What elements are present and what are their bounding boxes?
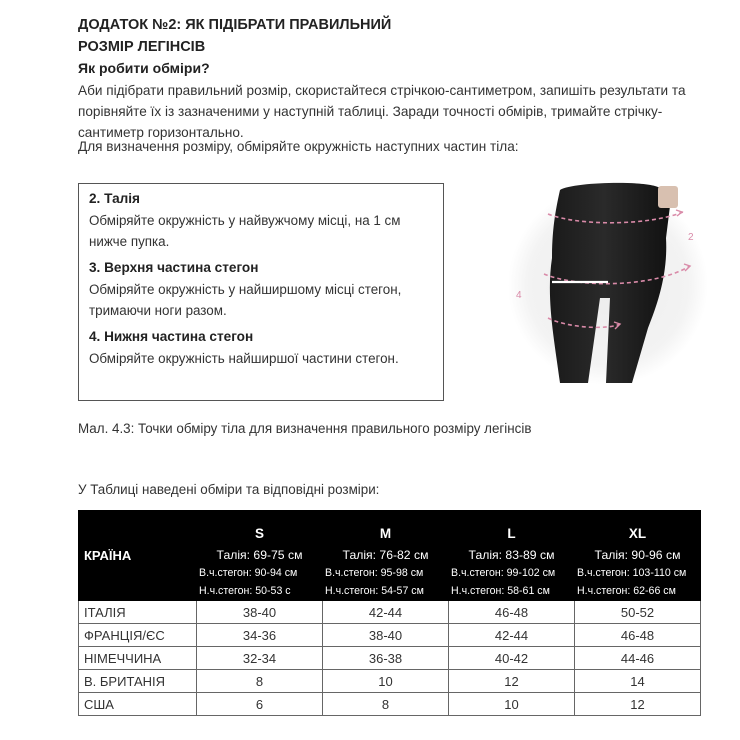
- hand-shape: [658, 186, 678, 208]
- size-header-xl: [575, 511, 701, 601]
- size-label: M: [379, 526, 392, 541]
- country-cell: НІМЕЧЧИНА: [79, 647, 197, 670]
- lower-hips-text: Обміряйте окружність найширшої частини стегон.: [89, 351, 399, 366]
- lower-hips-range: Н.ч.стегон: 50-53 с: [199, 585, 291, 597]
- instructions-paragraph: [78, 80, 740, 143]
- size-cell: 46-48: [575, 624, 701, 647]
- country-cell: ІТАЛІЯ: [79, 601, 197, 624]
- size-cell: 50-52: [575, 601, 701, 624]
- size-label: XL: [628, 526, 647, 541]
- waist-text: Обміряйте окружність у найвужчому місці, на 1 см нижче пупка.: [89, 213, 401, 249]
- size-cell: 12: [575, 693, 701, 716]
- country-header: КРАЇНА: [79, 511, 197, 601]
- measurement-box: [78, 183, 444, 401]
- howto-heading: Як робити обміри?: [78, 60, 210, 76]
- size-cell: 42-44: [323, 601, 449, 624]
- waist-range: Талія: 76-82 см: [342, 548, 429, 562]
- lower-hips-range: Н.ч.стегон: 58-61 см: [451, 585, 550, 597]
- size-cell: 6: [197, 693, 323, 716]
- size-cell: 8: [323, 693, 449, 716]
- lower-hips-block: [89, 329, 399, 369]
- table-row: [79, 624, 701, 647]
- size-cell: 46-48: [449, 601, 575, 624]
- document-title: ДОДАТОК №2: ЯК ПІДІБРАТИ ПРАВИЛЬНИЙ РОЗМІР ЛЕГІНСІВ: [78, 17, 392, 55]
- upper-hips-range: В.ч.стегон: 95-98 см: [325, 567, 424, 579]
- measure-intro: Для визначення розміру, обміряйте окружність наступних частин тіла:: [78, 139, 519, 154]
- size-table: [78, 510, 701, 716]
- waist-range: Талія: 69-75 см: [216, 548, 303, 562]
- size-cell: 38-40: [323, 624, 449, 647]
- waist-heading: 2. Талія: [89, 191, 140, 206]
- upper-hips-range: В.ч.стегон: 103-110 см: [577, 567, 687, 579]
- country-cell: В. БРИТАНІЯ: [79, 670, 197, 693]
- size-header-s: [197, 511, 323, 601]
- size-cell: 42-44: [449, 624, 575, 647]
- table-row: [79, 670, 701, 693]
- upper-hips-range: В.ч.стегон: 90-94 см: [199, 567, 298, 579]
- label-4: 4: [516, 290, 522, 301]
- upper-hips-heading: 3. Верхня частина стегон: [89, 260, 259, 275]
- lower-hips-heading: 4. Нижня частина стегон: [89, 329, 254, 344]
- size-cell: 44-46: [575, 647, 701, 670]
- paragraph-line: Аби підібрати правильний розмір, скористайтеся стрічкою-сантиметром, запишіть результати та: [78, 83, 686, 98]
- table-row: [79, 601, 701, 624]
- leggings-measurement-illustration: [508, 178, 708, 388]
- country-cell: США: [79, 693, 197, 716]
- size-label: L: [507, 526, 516, 541]
- size-header-m: [323, 511, 449, 601]
- lower-hips-range: Н.ч.стегон: 54-57 см: [325, 585, 424, 597]
- waist-range: Талія: 83-89 см: [468, 548, 555, 562]
- waist-block: [89, 191, 400, 252]
- size-cell: 8: [197, 670, 323, 693]
- country-cell: ФРАНЦІЯ/ЄС: [79, 624, 197, 647]
- size-cell: 40-42: [449, 647, 575, 670]
- size-cell: 12: [449, 670, 575, 693]
- upper-hips-range: В.ч.стегон: 99-102 см: [451, 567, 556, 579]
- lower-hips-range: Н.ч.стегон: 62-66 см: [577, 585, 676, 597]
- size-cell: 38-40: [197, 601, 323, 624]
- table-row: [79, 647, 701, 670]
- size-cell: 32-34: [197, 647, 323, 670]
- table-intro: У Таблиці наведені обміри та відповідні розміри:: [78, 482, 380, 497]
- size-cell: 34-36: [197, 624, 323, 647]
- size-header-l: [449, 511, 575, 601]
- paragraph-line: сантиметр горизонтально.: [78, 125, 244, 140]
- paragraph-line: порівняйте їх із зазначеними у наступній таблиці. Заради точності обмірів, тримайте стрічку-: [78, 104, 663, 119]
- upper-hips-text: Обміряйте окружність у найширшому місці стегон, тримаючи ноги разом.: [89, 282, 402, 318]
- label-2: 2: [688, 232, 694, 243]
- size-cell: 10: [449, 693, 575, 716]
- waist-range: Талія: 90-96 см: [594, 548, 681, 562]
- upper-hips-block: [89, 260, 401, 321]
- size-cell: 10: [323, 670, 449, 693]
- size-cell: 14: [575, 670, 701, 693]
- size-cell: 36-38: [323, 647, 449, 670]
- figure-caption: Мал. 4.3: Точки обміру тіла для визначення правильного розміру легінсів: [78, 421, 532, 436]
- size-label: S: [254, 526, 264, 541]
- table-header-row: [79, 511, 701, 601]
- table-row: [79, 693, 701, 716]
